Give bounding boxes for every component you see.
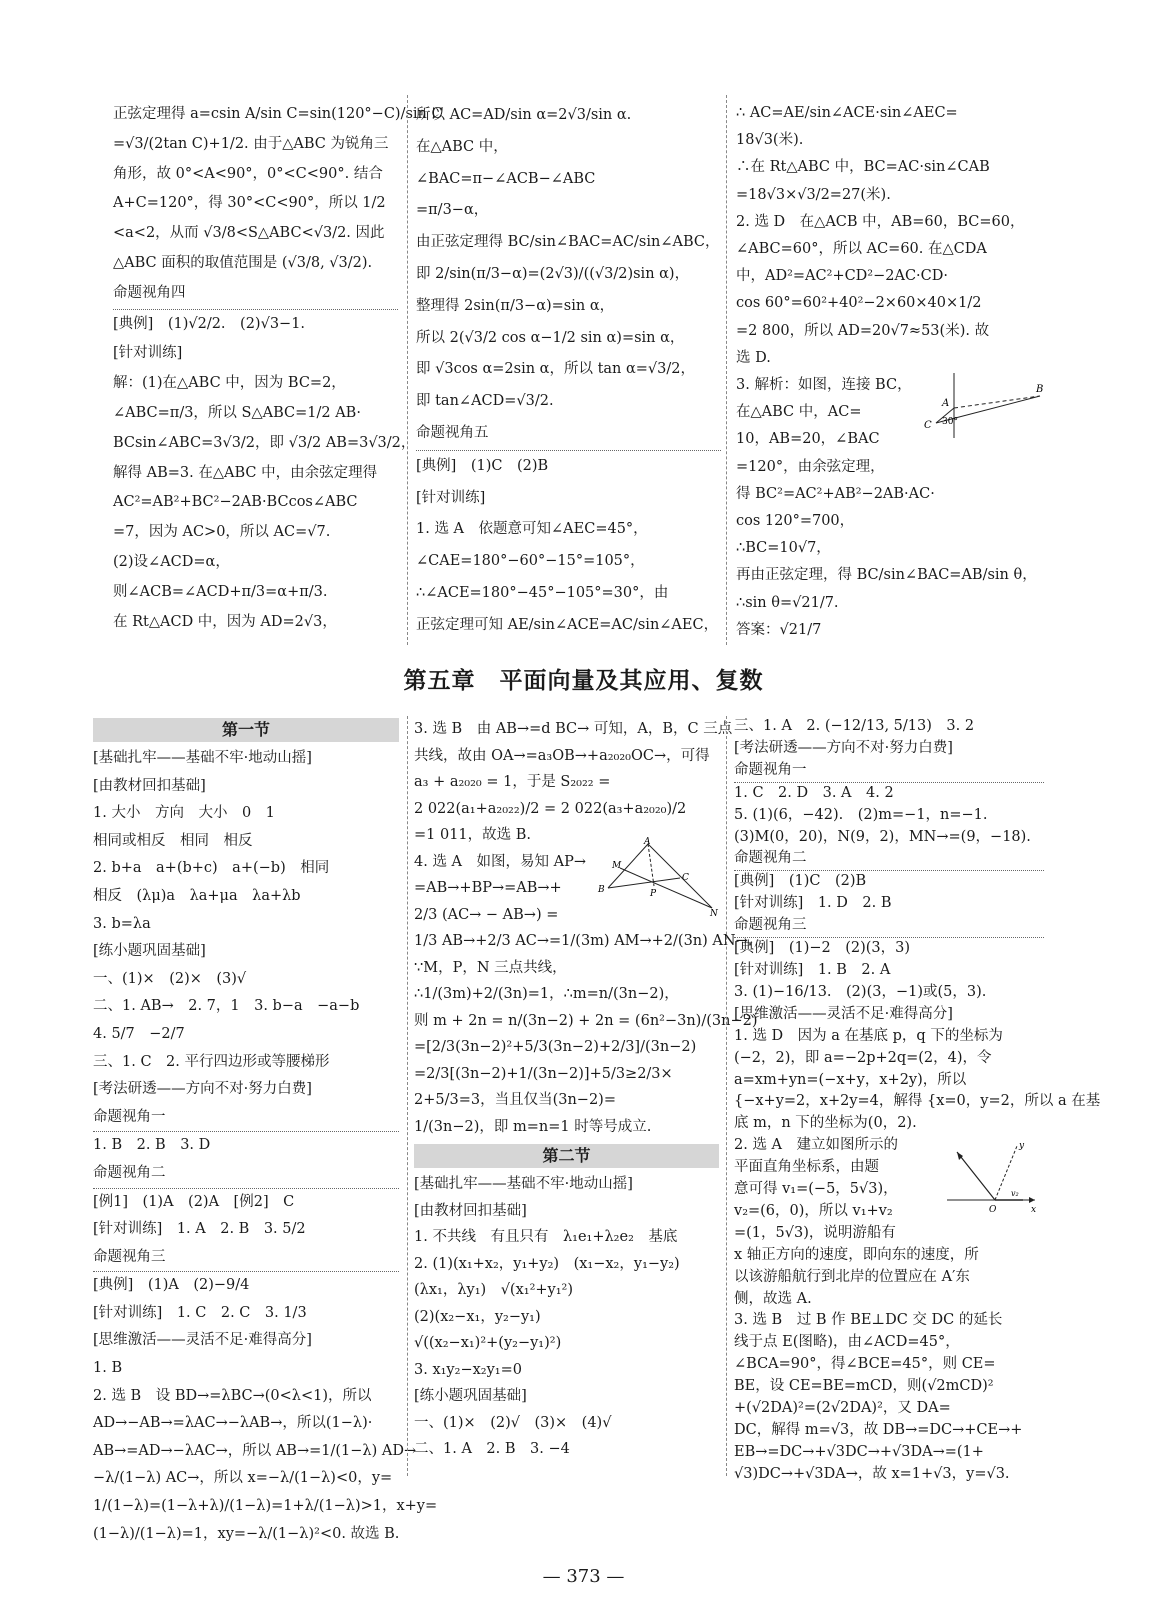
- text-line: 1/3 AB→+2/3 AC→=1/(3m) AM→+2/(3n) AN→.: [414, 933, 753, 949]
- text-line: <a<2，从而 √3/8<S△ABC<√3/2. 因此: [113, 225, 385, 242]
- text-line: BCsin∠ABC=3√3/2，即 √3/2 AB=3√3/2，: [113, 434, 416, 451]
- text-line: [针对训练] 1. A 2. B 3. 5/2: [93, 1221, 306, 1238]
- text-line: 10，AB=20，∠BAC: [736, 431, 880, 448]
- text-line: 2. 选 D 在△ACB 中，AB=60，BC=60，: [736, 213, 1025, 230]
- text-line: 1. 选 A 依题意可知∠AEC=45°，: [416, 521, 648, 538]
- text-line: =π/3−α，: [416, 202, 489, 219]
- text-line: A+C=120°，得 30°<C<90°，所以 1/2: [113, 195, 386, 212]
- text-line: =1 011，故选 B.: [414, 827, 532, 843]
- text-line: [由教材回扣基础]: [93, 777, 206, 794]
- text-line: (1−λ)/(1−λ)=1，xy=−λ/(1−λ)²<0. 故选 B.: [93, 1525, 400, 1542]
- text-line: ∴ AC=AE/sin∠ACE·sin∠AEC=: [736, 105, 958, 121]
- text-line: 得 BC²=AC²+AB²−2AB·AC·: [736, 485, 935, 502]
- text-line: =7，因为 AC>0，所以 AC=√7.: [113, 524, 331, 541]
- text-line: [典例] (1)−2 (2)(3，3): [734, 940, 911, 957]
- text-line: ∴BC=10√7，: [736, 540, 831, 557]
- text-line: [针对训练] 1. C 2. C 3. 1/3: [93, 1304, 307, 1321]
- text-line: 3. x₁y₂−x₂y₁=0: [414, 1361, 522, 1378]
- text-line: 1. C 2. D 3. A 4. 2: [734, 784, 894, 801]
- text-line: 3. 选 B 由 AB→=d BC→ 可知，A，B，C 三点: [414, 721, 733, 737]
- text-line: 2/3 (AC→ − AB→) =: [414, 906, 559, 923]
- text-line: [典例] (1)C (2)B: [416, 457, 549, 474]
- text-line: 命题视角二: [93, 1160, 399, 1189]
- text-line: 一、(1)× (2)× (3)√: [93, 970, 247, 987]
- text-line: 正弦定理可知 AE/sin∠ACE=AC/sin∠AEC，: [416, 616, 719, 633]
- page-number: — 373 —: [542, 1566, 625, 1587]
- text-line: 2. 选 A 建立如图所示的: [734, 1137, 899, 1154]
- text-line: 三、1. A 2. (−12/13, 5/13) 3. 2: [734, 718, 975, 734]
- chapter-title: 第五章 平面向量及其应用、复数: [403, 667, 764, 694]
- text-line: 侧，故选 A.: [734, 1290, 812, 1307]
- fig1-label-c: C: [924, 420, 932, 431]
- text-line: [由教材回扣基础]: [414, 1202, 527, 1219]
- text-line: 命题视角二: [734, 848, 1044, 871]
- text-line: 1. 大小 方向 大小 0 1: [93, 805, 275, 822]
- text-line: 2. (1)(x₁+x₂，y₁+y₂) (x₁−x₂，y₁−y₂): [414, 1255, 680, 1272]
- text-line: 4. 选 A 如图，易知 AP→: [414, 853, 587, 870]
- text-line: 即 2/sin(π/3−α)=(2√3)/((√3/2)sin α)，: [416, 265, 690, 282]
- text-line: EB→=DC→+√3DC→+√3DA→=(1+: [734, 1443, 984, 1460]
- text-line: 2. b+a a+(b+c) a+(−b) 相同: [93, 860, 330, 877]
- text-line: v₂=(6，0)，所以 v₁+v₂: [734, 1202, 893, 1219]
- text-line: [典例] (1)√2/2. (2)√3−1.: [113, 315, 306, 332]
- text-line: 所以 AC=AD/sin α=2√3/sin α.: [416, 107, 632, 123]
- text-line: 选 D.: [736, 349, 771, 366]
- text-line: DC，解得 m=√3，故 DB→=DC→+CE→+: [734, 1422, 1023, 1438]
- text-line: 共线，故由 OA→=a₃OB→+a₂₀₂₀OC→，可得: [414, 747, 710, 764]
- text-line: x 轴正方向的速度，即向东的速度，所: [734, 1246, 979, 1263]
- text-line: 命题视角四: [113, 279, 398, 310]
- text-line: 1. B: [93, 1360, 123, 1377]
- text-line: (3)M(0，20)，N(9，2)，MN→=(9，−18).: [734, 828, 1031, 845]
- text-line: =120°，由余弦定理，: [736, 458, 885, 475]
- text-line: 二、1. A 2. B 3. −4: [414, 1441, 570, 1457]
- fig3-label-x: x: [1031, 1205, 1037, 1215]
- text-line: [基础扎牢——基础不牢·地动山摇]: [414, 1176, 633, 1192]
- text-line: 18√3(米).: [736, 132, 804, 149]
- text-line: [练小题巩固基础]: [414, 1388, 527, 1404]
- text-line: 底 m，n 下的坐标为(0，2).: [734, 1115, 917, 1132]
- text-line: AC²=AB²+BC²−2AB·BCcos∠ABC: [113, 494, 358, 511]
- text-line: [典例] (1)A (2)−9/4: [93, 1277, 250, 1294]
- text-line: [针对训练] 1. B 2. A: [734, 961, 891, 978]
- text-line: [针对训练]: [113, 345, 183, 362]
- text-line: (2)(x₂−x₁，y₂−y₁): [414, 1308, 541, 1325]
- text-line: [例1] (1)A (2)A [例2] C: [93, 1193, 295, 1210]
- text-line: =(1，5√3)，说明游船有: [734, 1224, 896, 1241]
- text-line: 3. 解析：如图，连接 BC，: [736, 377, 912, 394]
- text-line: 相同或相反 相同 相反: [93, 832, 253, 849]
- text-line: {−x+y=2，x+2y=4，解得 {x=0，y=2，所以 a 在基: [734, 1093, 1101, 1110]
- text-line: [思维激活——灵活不足·难得高分]: [734, 1005, 953, 1022]
- coordinate-figure: [935, 1138, 1040, 1216]
- text-line: 解：(1)在△ABC 中，因为 BC=2，: [113, 375, 346, 392]
- column-divider: [407, 95, 408, 645]
- fig2-label-a: A: [644, 837, 651, 847]
- text-line: 线于点 E(图略)，由∠ACD=45°，: [734, 1334, 960, 1351]
- text-line: 在 Rt△ACD 中，因为 AD=2√3，: [113, 613, 337, 630]
- text-line: 4. 5/7 −2/7: [93, 1025, 185, 1042]
- text-line: [练小题巩固基础]: [93, 943, 206, 960]
- fig2-label-c: C: [682, 873, 689, 883]
- text-line: √((x₂−x₁)²+(y₂−y₁)²): [414, 1335, 562, 1351]
- fig3-label-v2: v₂: [1011, 1189, 1019, 1198]
- text-line: 解得 AB=3. 在△ABC 中，由余弦定理得: [113, 464, 378, 481]
- text-line: 角形，故 0°<A<90°，0°<C<90°. 结合: [113, 165, 383, 182]
- fig1-label-a: A: [942, 398, 950, 409]
- text-line: 命题视角五: [416, 418, 721, 451]
- text-line: 再由正弦定理，得 BC/sin∠BAC=AB/sin θ，: [736, 567, 1037, 584]
- text-line: ∠ABC=60°，所以 AC=60. 在△CDA: [736, 241, 987, 258]
- bottom-column-2: [414, 716, 758, 1463]
- fig3-label-o: O: [989, 1205, 997, 1215]
- text-line: BE，设 CE=BE=mCD，则(√2mCD)²: [734, 1378, 994, 1395]
- text-line: 3. (1)−16/13. (2)(3，−1)或(5，3).: [734, 983, 987, 1000]
- fig1-angle: 30°: [942, 417, 958, 427]
- text-line: cos 120°=700，: [736, 513, 855, 530]
- text-line: 三、1. C 2. 平行四边形或等腰梯形: [93, 1053, 330, 1070]
- bottom-column-3: [734, 716, 1101, 1486]
- text-line: 2+5/3=3，当且仅当(3n−2)=: [414, 1092, 616, 1108]
- text-line: +(√2DA)²=(2√2DA)²，又 DA=: [734, 1400, 951, 1417]
- text-line: ∴在 Rt△ABC 中，BC=AC·sin∠CAB: [736, 159, 990, 176]
- text-line: ∴∠ACE=180°−45°−105°=30°，由: [416, 584, 669, 601]
- text-line: 平面直角坐标系，由题: [734, 1159, 879, 1176]
- text-line: ∠ABC=π/3，所以 S△ABC=1/2 AB·: [113, 404, 361, 421]
- text-line: 所以 2(√3/2 cos α−1/2 sin α)=sin α，: [416, 329, 685, 346]
- text-line: (−2，2)，即 a=−2p+2q=(2，4)，令: [734, 1049, 992, 1066]
- text-line: 2 022(a₁+a₂₀₂₂)/2 = 2 022(a₃+a₂₀₂₀)/2: [414, 800, 687, 817]
- fig2-label-m: M: [612, 861, 622, 871]
- text-line: 命题视角三: [93, 1244, 399, 1273]
- text-line: 相反 (λμ)a λa+μa λa+λb: [93, 887, 301, 904]
- text-line: AB→=AD→−λAC→，所以 AB→=1/(1−λ) AD→: [93, 1442, 417, 1459]
- text-line: 1. B 2. B 3. D: [93, 1137, 211, 1154]
- text-line: a=xm+yn=(−x+y，x+2y)，所以: [734, 1071, 967, 1088]
- section-bar-1: 第一节: [93, 718, 399, 742]
- text-line: (λx₁，λy₁) √(x₁²+y₁²): [414, 1282, 574, 1298]
- text-line: [针对训练] 1. D 2. B: [734, 895, 892, 912]
- column-divider: [726, 716, 727, 1476]
- text-line: [思维激活——灵活不足·难得高分]: [93, 1332, 312, 1349]
- section-bar-2: 第二节: [414, 1144, 719, 1168]
- text-line: 在△ABC 中，AC=: [736, 404, 862, 421]
- text-line: 即 √3cos α=2sin α，所以 tan α=√3/2，: [416, 361, 696, 378]
- fig3-label-y: y: [1019, 1141, 1025, 1151]
- text-line: 3. b=λa: [93, 915, 151, 932]
- text-line: 命题视角一: [734, 760, 1044, 783]
- fig2-label-b: B: [598, 885, 605, 895]
- text-line: =2/3[(3n−2)+1/(3n−2)]+5/3≥2/3×: [414, 1065, 673, 1082]
- text-line: =√3/(2tan C)+1/2. 由于△ABC 为锐角三: [113, 135, 389, 152]
- text-line: [典例] (1)C (2)B: [734, 873, 867, 890]
- text-line: 二、1. AB→ 2. 7，1 3. b−a −a−b: [93, 998, 360, 1015]
- text-line: 2. 选 B 设 BD→=λBC→(0<λ<1)，所以: [93, 1387, 372, 1404]
- fig1-label-b: B: [1036, 384, 1044, 395]
- text-line: a₃ + a₂₀₂₀ = 1，于是 S₂₀₂₂ =: [414, 774, 611, 790]
- text-line: ∴1/(3m)+2/(3n)=1，∴m=n/(3n−2)，: [414, 986, 679, 1002]
- text-line: 1/(1−λ)=(1−λ+λ)/(1−λ)=1+λ/(1−λ)>1，x+y=: [93, 1498, 438, 1515]
- text-line: 中，AD²=AC²+CD²−2AC·CD·: [736, 268, 948, 285]
- text-line: 1. 选 D 因为 a 在基底 p，q 下的坐标为: [734, 1027, 1003, 1044]
- text-line: (2)设∠ACD=α，: [113, 553, 230, 570]
- text-line: 命题视角三: [734, 915, 1044, 938]
- text-line: =18√3×√3/2=27(米).: [736, 186, 891, 203]
- text-line: AD→−AB→=λAC→−λAB→，所以(1−λ)·: [93, 1415, 373, 1432]
- text-line: =2 800，所以 AD=20√7≈53(米). 故: [736, 322, 990, 339]
- text-line: 1. 不共线 有且只有 λ₁e₁+λ₂e₂ 基底: [414, 1229, 678, 1245]
- text-line: 1/(3n−2)，即 m=n=1 时等号成立.: [414, 1118, 652, 1135]
- text-line: 5. (1)(6，−42). (2)m=−1，n=−1.: [734, 806, 988, 823]
- triangle-figure-abc: [918, 368, 1048, 443]
- bottom-column-1: [93, 716, 438, 1548]
- text-line: 一、(1)× (2)√ (3)× (4)√: [414, 1414, 612, 1431]
- text-line: 由正弦定理得 BC/sin∠BAC=AC/sin∠ABC，: [416, 234, 720, 251]
- text-line: ∠BAC=π−∠ACB−∠ABC: [416, 170, 596, 187]
- text-line: [基础扎牢——基础不牢·地动山摇]: [93, 750, 312, 766]
- text-line: 则∠ACB=∠ACD+π/3=α+π/3.: [113, 583, 328, 600]
- text-line: 即 tan∠ACD=√3/2.: [416, 393, 554, 410]
- text-line: −λ/(1−λ) AC→，所以 x=−λ/(1−λ)<0，y=: [93, 1470, 393, 1487]
- text-line: 正弦定理得 a=csin A/sin C=sin(120°−C)/sin C: [113, 106, 443, 122]
- text-line: 在△ABC 中，: [416, 138, 508, 155]
- fig2-label-n: N: [710, 909, 718, 919]
- text-line: 则 m + 2n = n/(3n−2) + 2n = (6n²−3n)/(3n−2): [414, 1012, 758, 1029]
- text-line: △ABC 面积的取值范围是 (√3/8, √3/2).: [113, 254, 373, 271]
- text-line: 命题视角一: [93, 1104, 399, 1133]
- text-line: cos 60°=60²+40²−2×60×40×1/2: [736, 295, 982, 312]
- text-line: [针对训练]: [416, 489, 486, 506]
- column-divider: [726, 95, 727, 645]
- top-column-2: [416, 100, 721, 642]
- text-line: ∠BCA=90°，得∠BCE=45°，则 CE=: [734, 1356, 996, 1373]
- text-line: 意可得 v₁=(−5，5√3)，: [734, 1181, 898, 1198]
- text-line: ∠CAE=180°−60°−15°=105°，: [416, 553, 645, 570]
- top-column-1: [113, 100, 443, 637]
- text-line: 整理得 2sin(π/3−α)=sin α，: [416, 297, 615, 314]
- triangle-figure-amn: [592, 838, 720, 918]
- text-line: [考法研透——方向不对·努力白费]: [734, 739, 953, 756]
- text-line: ∵M，P，N 三点共线，: [414, 959, 567, 976]
- text-line: 3. 选 B 过 B 作 BE⊥DC 交 DC 的延长: [734, 1312, 1003, 1329]
- text-line: √3)DC→+√3DA→，故 x=1+√3，y=√3.: [734, 1465, 1010, 1482]
- fig2-label-p: P: [650, 889, 657, 899]
- text-line: =[2/3(3n−2)²+5/3(3n−2)+2/3]/(3n−2): [414, 1039, 697, 1055]
- text-line: 以该游船航行到北岸的位置应在 A′东: [734, 1268, 970, 1285]
- text-line: =AB→+BP→=AB→+: [414, 880, 562, 896]
- text-line: [考法研透——方向不对·努力白费]: [93, 1081, 312, 1098]
- text-line: ∴sin θ=√21/7.: [736, 594, 839, 611]
- text-line: 答案：√21/7: [736, 621, 822, 638]
- column-divider: [407, 716, 408, 1476]
